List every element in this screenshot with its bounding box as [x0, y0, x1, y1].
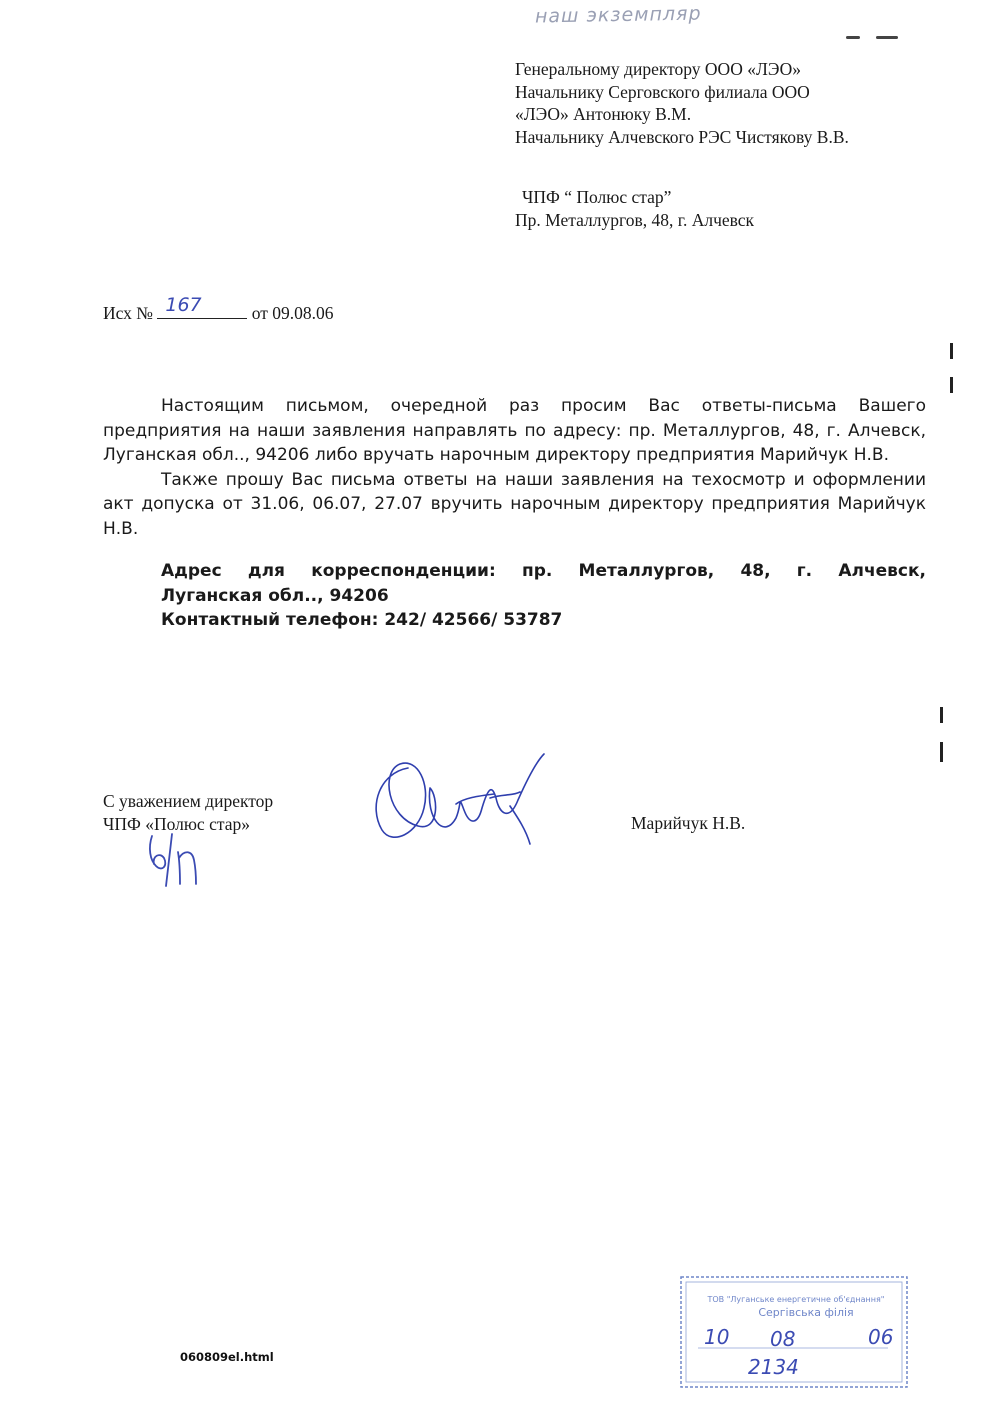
sender-block — [515, 186, 754, 232]
contact-phone: Контактный телефон: 242/ 42566/ 53787 — [161, 610, 563, 630]
sender-address: Пр. Металлургов, 48, г. Алчевск — [515, 210, 755, 230]
outgoing-prefix: Исх № — [103, 303, 153, 323]
signature-image — [360, 748, 550, 848]
director-name: Марийчук Н.В. — [631, 813, 746, 833]
addressee-line: «ЛЭО» Антонюку В.М. — [515, 104, 692, 124]
closing-line: ЧПФ «Полюс стар» — [103, 814, 250, 834]
stamp-line1: ТОВ "Луганське енергетичне об'єднання" — [707, 1295, 885, 1304]
body-paragraph: Настоящим письмом, очередной раз просим Вас ответы-письма Вашего предприятия на наши заявления направлять по адресу: пр. Металлургов, 48, г. Алчевск, Луганская обл.., 94206 либо вручать нарочным директору предприятия Марийчук Н.В. — [103, 396, 926, 465]
addressee-line: Генеральному директору ООО «ЛЭО» — [515, 59, 801, 79]
handwritten-mark-image — [146, 830, 202, 890]
stamp-number: 2134 — [748, 1355, 799, 1379]
body-paragraph: Также прошу Вас письма ответы на наши заявления на техосмотр и оформлении акт допуска от 31.06, 06.07, 27.07 вручить нарочным директору предприятия Марийчук Н.В. — [103, 469, 926, 539]
stamp-day: 10 — [704, 1325, 730, 1349]
punch-mark — [940, 742, 943, 762]
addressee-line: Начальнику Серговского филиала ООО — [515, 81, 810, 102]
punch-mark — [950, 377, 953, 393]
outgoing-number-line — [103, 294, 334, 324]
punch-mark — [950, 343, 953, 359]
outgoing-number: 167 — [165, 294, 202, 316]
addressee-line: Начальнику Алчевского РЭС Чистякову В.В. — [515, 126, 849, 147]
letter-body — [103, 394, 926, 633]
stamp-month: 08 — [770, 1327, 796, 1351]
outgoing-date: от 09.08.06 — [251, 303, 334, 323]
footer-filename: 060809el.html — [180, 1350, 274, 1364]
correspondence-address-line: Луганская обл.., 94206 — [161, 585, 389, 606]
stamp-line2: Сергівська філія — [758, 1306, 854, 1319]
staple-mark — [876, 36, 898, 39]
closing-line: С уважением директор — [103, 791, 274, 811]
stamp-year: 06 — [868, 1325, 894, 1349]
addressee-block — [515, 58, 849, 148]
correspondence-address-block — [103, 559, 926, 633]
sender-name: ЧПФ “ Полюс стар” — [522, 187, 672, 207]
registration-stamp — [678, 1274, 910, 1390]
staple-mark — [846, 36, 860, 39]
punch-mark — [940, 707, 943, 723]
correspondence-address-line: Адрес для корреспонденции: пр. Металлургов, 48, г. Алчевск, — [161, 561, 926, 581]
handwritten-note: наш экземпляр — [534, 2, 702, 28]
outgoing-number-field — [157, 294, 247, 319]
